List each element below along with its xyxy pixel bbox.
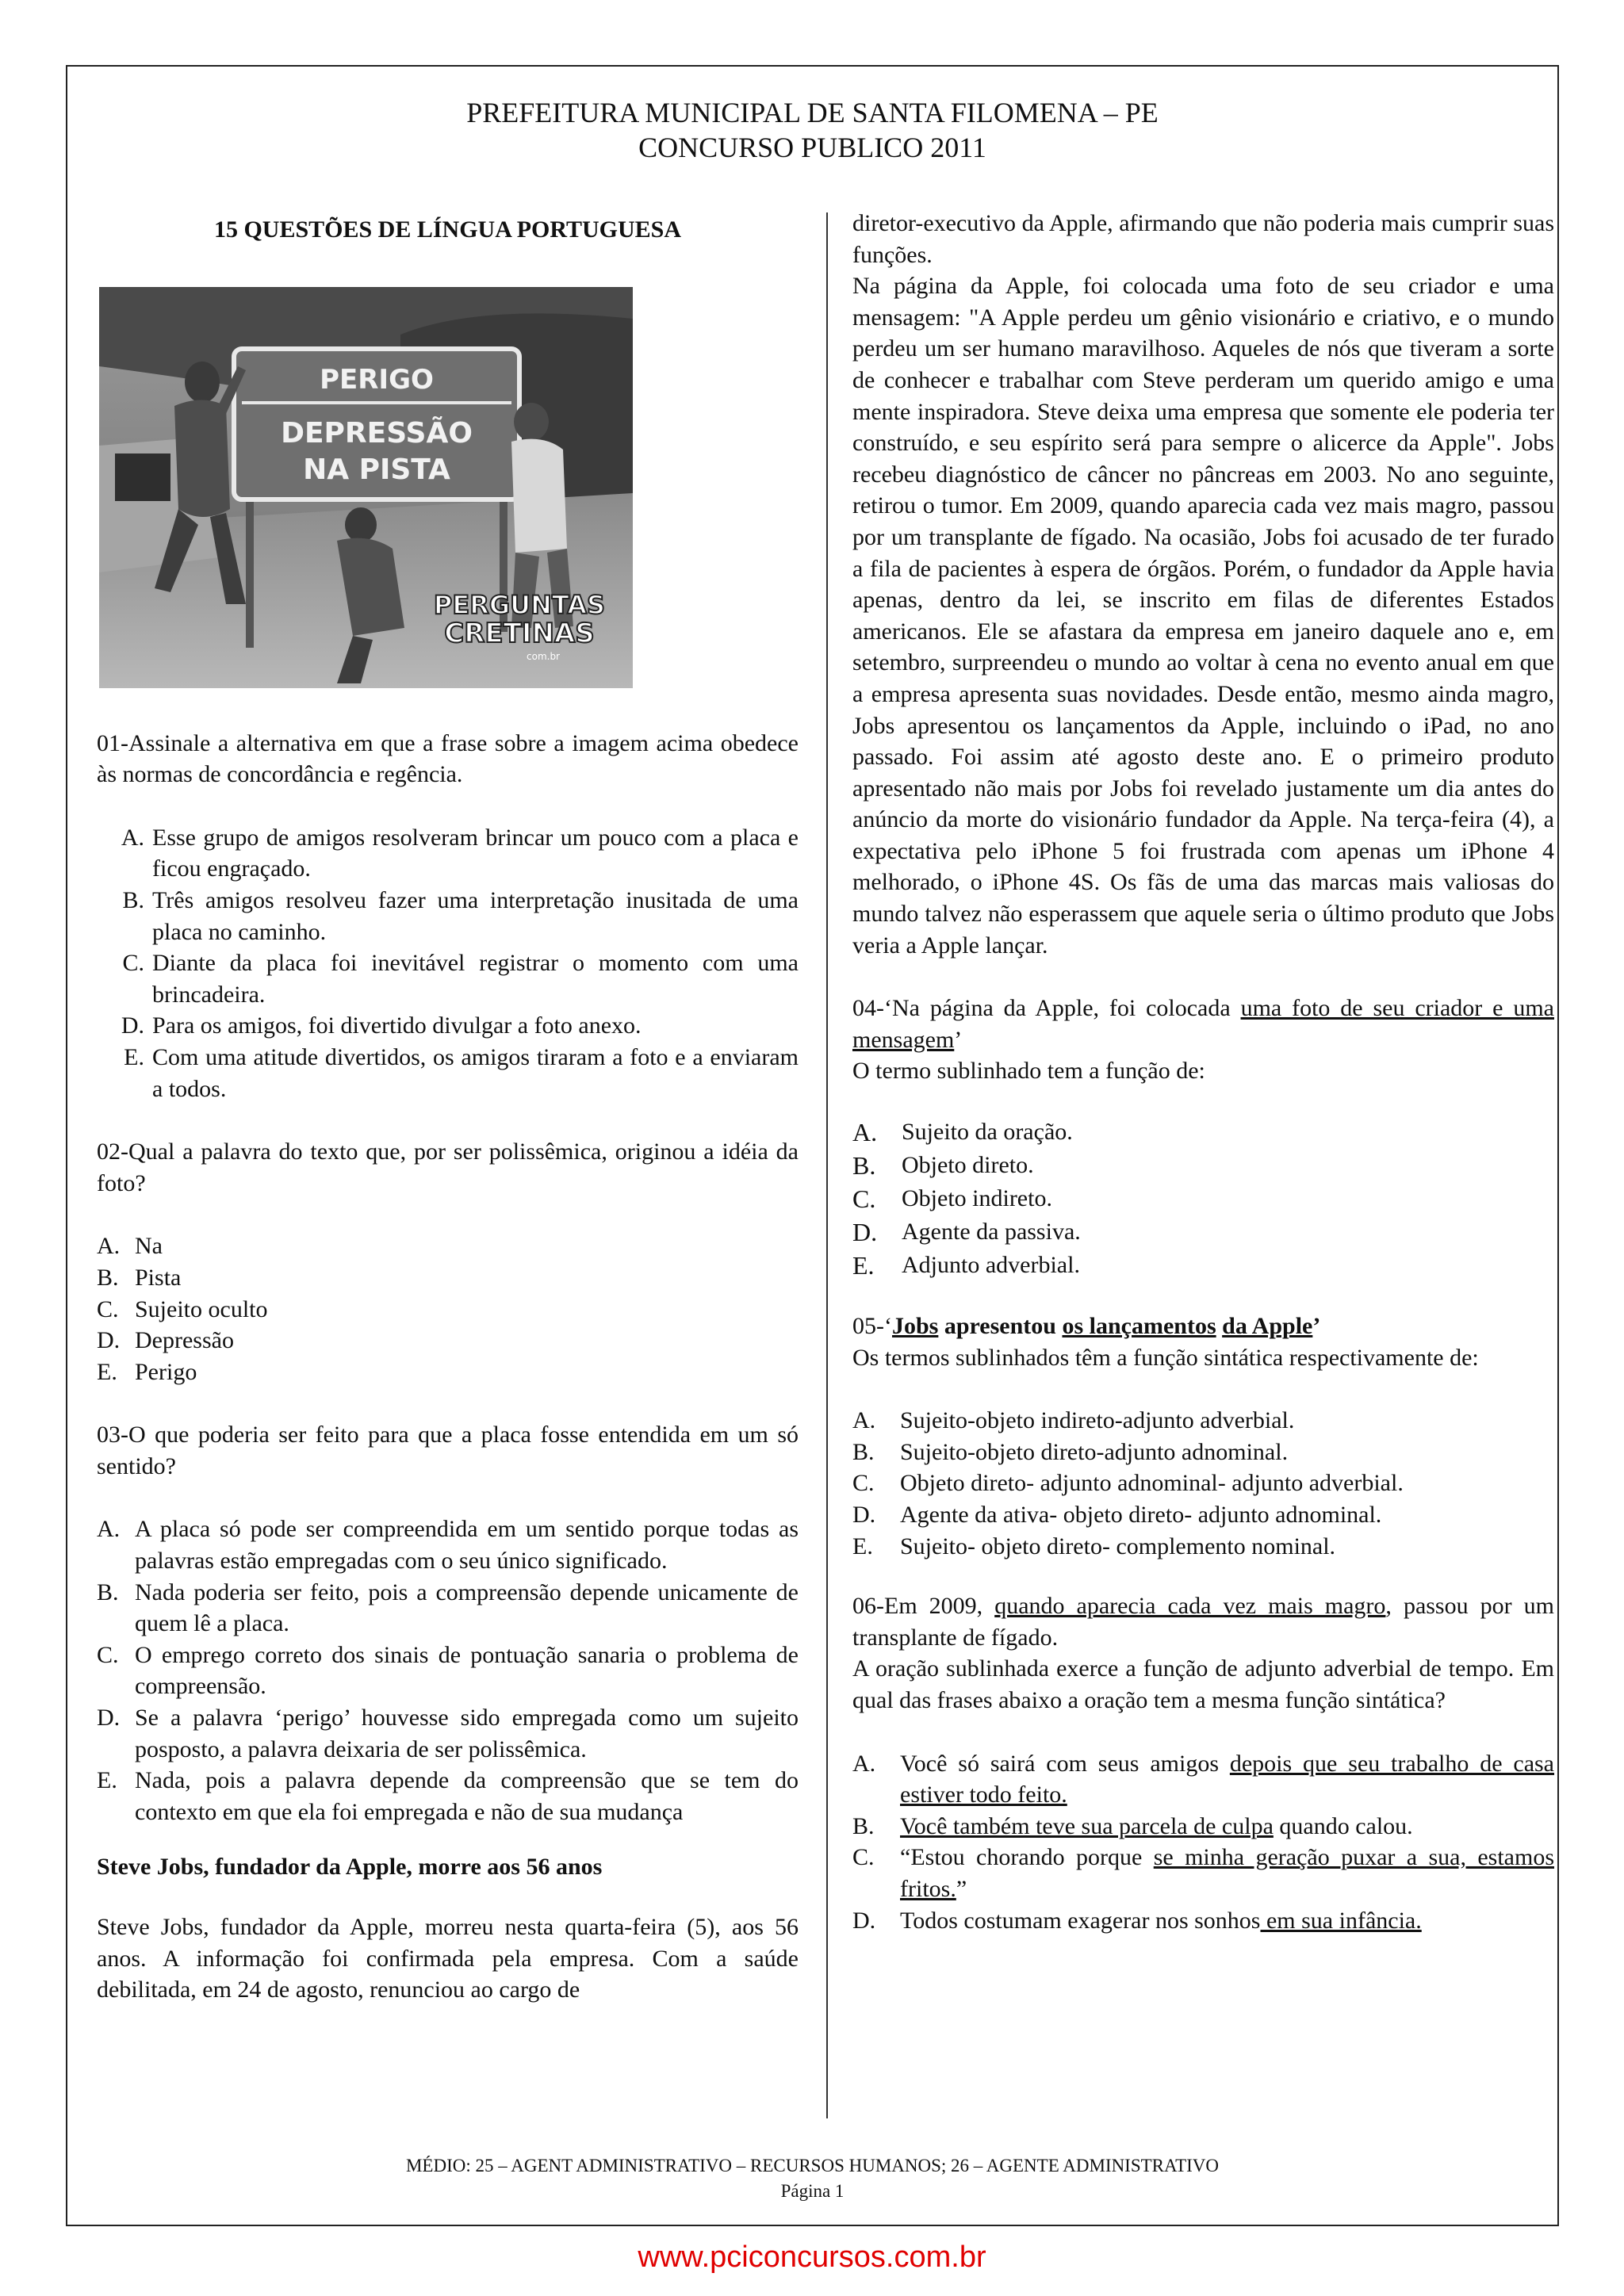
page-header	[66, 95, 1559, 165]
question-4-stem: 04-‘Na página da Apple, foi colocada uma foto de seu criador e uma mensagem’	[852, 995, 1554, 1053]
option-item[interactable]: C. Objeto direto- adjunto adnominal- adjunto adverbial.	[852, 1470, 1404, 1497]
question-5-stem: 05-‘Jobs apresentou os lançamentos da Apple’	[852, 1313, 1321, 1340]
option-item[interactable]: B. Sujeito-objeto direto-adjunto adnominal.	[852, 1438, 1289, 1465]
svg-text:PERGUNTAS: PERGUNTAS	[433, 589, 606, 620]
footer-page-number: Página 1	[780, 2181, 845, 2201]
option-item[interactable]: D. Agente da passiva.	[852, 1218, 1081, 1247]
column-divider	[826, 212, 828, 2118]
option-item[interactable]: D. Todos costumam exagerar nos sonhos em sua infância.	[852, 1907, 1422, 1934]
option-item[interactable]: C. Objeto indireto.	[852, 1184, 1052, 1214]
option-item[interactable]: D. Para os amigos, foi divertido divulgar a foto anexo.	[121, 1012, 642, 1039]
footer-course-info: MÉDIO: 25 – AGENT ADMINISTRATIVO – RECURSOS HUMANOS; 26 – AGENTE ADMINISTRATIVO	[405, 2156, 1220, 2175]
header-title: PREFEITURA MUNICIPAL DE SANTA FILOMENA – PE	[466, 97, 1159, 128]
option-item[interactable]: D. Depressão	[97, 1327, 234, 1354]
question-1-stem: 01-Assinale a alternativa em que a frase sobre a imagem acima obedece às normas de concordância e regência.	[97, 729, 799, 788]
sign-text-depressao: DEPRESSÃO	[281, 416, 473, 450]
option-item[interactable]: B. Nada poderia ser feito, pois a compreensão depende unicamente de quem lê a placa.	[97, 1578, 799, 1637]
question-6-stem: 06-Em 2009, quando aparecia cada vez mais magro, passou por um transplante de fígado.	[852, 1593, 1554, 1651]
option-item[interactable]: B. Você também teve sua parcela de culpa quando calou.	[852, 1812, 1413, 1839]
article-paragraph-1-start: Steve Jobs, fundador da Apple, morreu nesta quarta-feira (5), aos 56 anos. A informação foi confirmada pela empresa. Com a saúde debilitada, em 24 de agosto, renunciou ao cargo de	[97, 1914, 799, 2003]
question-1-options	[97, 822, 799, 1104]
option-item[interactable]: E. Perigo	[97, 1358, 197, 1385]
sign-text-perigo: PERIGO	[320, 363, 434, 396]
page-footer	[66, 2153, 1559, 2204]
right-column	[852, 208, 1554, 1936]
article-paragraph-2: Na página da Apple, foi colocada uma foto de seu criador e uma mensagem: "A Apple perdeu um gênio visionário e criativo, e o mundo perdeu um ser humano maravilhoso. Aqueles de nós que tiveram a sorte de conhecer e trabalhar com Steve perderam um querido amigo e uma mente inspiradora. Steve deixa uma empresa que somente ele poderia ter construído, e seu espírito será para sempre o alicerce da Apple". Jobs recebeu diagnóstico de câncer no pâncreas em 2003. No ano seguinte, retirou o tumor. Em 2009, quando aparecia cada vez mais magro, passou por um transplante de fígado. Na ocasião, Jobs foi acusado de ter furado a fila de pacientes à espera de órgãos. Porém, o fundador da Apple havia apenas, dentro da lei, se inscrito em filas de diferentes Estados americanos. Ele se afastara da empresa em janeiro daquele ano e, em setembro, surpreendeu o mundo ao voltar à cena no evento anual em que a empresa apresenta suas novidades. Desde então, mesmo ainda magro, Jobs apresentou os lançamentos da Apple, incluindo o iPad, no ano passado. Foi assim até agosto deste ano. E o primeiro produto apresentado não mais por Jobs foi revelado justamente um dia antes do anúncio da morte do visionário fundador da Apple. Na terça-feira (4), a expectativa pelo iPhone 5 foi frustrada com apenas um iPhone 4 melhorado, o iPhone 4S. Os fãs de uma das marcas mais valiosas do mundo talvez não esperassem que aquele seria o último produto que Jobs veria a Apple lançar.	[852, 273, 1554, 959]
option-item[interactable]: A. A placa só pode ser compreendida em um sentido porque todas as palavras estão empregadas com o seu único significado.	[97, 1516, 799, 1575]
option-item[interactable]: D. Agente da ativa- objeto direto- adjunto adnominal.	[852, 1502, 1382, 1528]
question-3-options	[97, 1513, 799, 1827]
option-item[interactable]: A. Você só sairá com seus amigos depois que seu trabalho de casa estiver todo feito.	[852, 1750, 1555, 1808]
option-item[interactable]: C. Diante da placa foi inevitável registrar o momento com uma brincadeira.	[122, 950, 799, 1008]
question-3-stem: 03-O que poderia ser feito para que a placa fosse entendida em um só sentido?	[97, 1422, 799, 1479]
option-item[interactable]: C. O emprego correto dos sinais de pontuação sanaria o problema de compreensão.	[97, 1641, 799, 1700]
option-item[interactable]: E. Nada, pois a palavra depende da compreensão que se tem do contexto em que ela foi empregada e não de sua mudança	[97, 1767, 799, 1825]
option-item[interactable]: B. Pista	[97, 1264, 182, 1291]
option-item[interactable]: C. “Estou chorando porque se minha geração puxar a sua, estamos fritos.”	[852, 1844, 1554, 1902]
question-5-options	[852, 1405, 1554, 1562]
left-column	[97, 208, 799, 2006]
sign-photo	[99, 287, 633, 688]
article-title: Steve Jobs, fundador da Apple, morre aos 56 anos	[97, 1854, 603, 1881]
option-item[interactable]: E. Sujeito- objeto direto- complemento nominal.	[852, 1533, 1336, 1559]
option-item[interactable]: A. Na	[97, 1233, 163, 1260]
option-item[interactable]: B. Objeto direto.	[852, 1151, 1034, 1181]
sign-text-na-pista: NA PISTA	[303, 453, 450, 486]
question-6-options	[852, 1748, 1554, 1937]
question-4-instruction: O termo sublinhado tem a função de:	[852, 1058, 1205, 1085]
svg-text:com.br: com.br	[527, 650, 560, 662]
option-item[interactable]: A. Sujeito-objeto indireto-adjunto adverbial.	[852, 1407, 1295, 1434]
question-2-stem: 02-Qual a palavra do texto que, por ser polissêmica, originou a idéia da foto?	[97, 1138, 799, 1196]
option-item[interactable]: C. Sujeito oculto	[97, 1295, 268, 1322]
option-item[interactable]: B. Três amigos resolveu fazer uma interpretação inusitada de uma placa no caminho.	[122, 886, 799, 945]
option-item[interactable]: D. Se a palavra ‘perigo’ houvesse sido empregada como um sujeito posposto, a palavra deixaria de ser polissêmica.	[97, 1705, 799, 1762]
option-item[interactable]: A. Esse grupo de amigos resolveram brincar um pouco com a placa e ficou engraçado.	[121, 824, 799, 882]
question-5-instruction: Os termos sublinhados têm a função sintática respectivamente de:	[852, 1344, 1479, 1371]
header-subtitle: CONCURSO PUBLICO 2011	[638, 132, 986, 163]
section-title: 15 QUESTÕES DE LÍNGUA PORTUGUESA	[213, 216, 682, 243]
option-item[interactable]: A. Sujeito da oração.	[852, 1118, 1073, 1147]
question-4-options	[852, 1115, 1554, 1282]
question-2-options	[97, 1230, 799, 1387]
website-link[interactable]: www.pciconcursos.com.br	[638, 2241, 986, 2274]
article-paragraph-1-end: diretor-executivo da Apple, afirmando que não poderia mais cumprir suas funções.	[852, 210, 1554, 268]
question-6-instruction: A oração sublinhada exerce a função de adjunto adverbial de tempo. Em qual das frases abaixo a oração tem a mesma função sintática?	[852, 1655, 1554, 1713]
option-item[interactable]: E. Com uma atitude divertidos, os amigos tiraram a foto e a enviaram a todos.	[124, 1043, 799, 1102]
svg-text:CRETINAS: CRETINAS	[444, 617, 595, 649]
option-item[interactable]: E. Adjunto adverbial.	[852, 1251, 1080, 1280]
